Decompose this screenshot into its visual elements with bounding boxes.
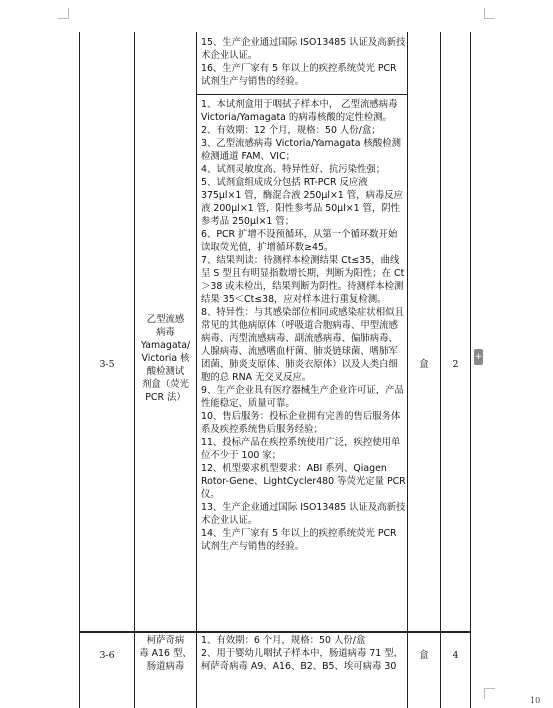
requirement-item: 8、特异性：与其感染部位相同或感染症状相似且常见的其他病原体（呼吸道合胞病毒、甲型流感病毒、丙型流感病毒、副流感病毒、偏肺病毒、人腺病毒、流感嗜血杆菌、肺炎链球菌、嗜肺军团菌、肺炎支原体、肺炎衣原体）以及人类白细胞的总 RNA 无交叉反应。: [201, 307, 404, 383]
requirement-item: 6、PCR 扩增不设预循环，从第一个循环数开始读取荧光值，扩增循环数≥45。: [201, 229, 398, 253]
requirement-item: 14、生产厂家有 5 年以上的疾控系统荧光 PCR 试剂生产与销售的经验。: [201, 528, 397, 552]
row-divider-35-36: [79, 631, 471, 633]
crop-mark-top-left: [58, 8, 69, 19]
row-index: 3-6: [99, 650, 115, 661]
product-name: 柯萨奇病 毒 A16 型、 肠道病毒: [139, 635, 192, 672]
requirement-item: 16、生产厂家有 5 年以上的疾控系统荧光 PCR 试剂生产与销售的经验。: [201, 63, 397, 87]
requirement-item: 3、乙型流感病毒 Victoria/Yamagata 核酸检测检测通道 FAM、VIC；: [201, 138, 401, 162]
table-border-right: [470, 32, 471, 708]
requirement-item: 2、用于婴幼儿咽拭子样本中，肠道病毒 71 型，柯萨奇病毒 A9、A16、B2、B5、埃可病毒 30: [201, 648, 403, 672]
crop-mark-top-right: [484, 8, 495, 19]
continued-requirements: [201, 36, 406, 88]
technical-requirements: [201, 634, 406, 673]
requirement-item: 2、有效期：12 个月，规格：50 人份/盒；: [201, 125, 381, 136]
quantity: 2: [452, 359, 459, 370]
expand-tab-plus-icon[interactable]: +: [474, 349, 483, 365]
requirement-item: 15、生产企业通过国际 ISO13485 认证及高新技术企业认证。: [201, 37, 406, 61]
requirement-item: 11、投标产品在疾控系统使用广泛，疾控使用单位不少于 100 家；: [201, 437, 401, 461]
requirement-item: 13、生产企业通过国际 ISO13485 认证及高新技术企业认证。: [201, 502, 406, 526]
requirement-item: 12、机型要求机型要求：ABI 系列、Qiagen Rotor-Gene、LightCycler480 等荧光定量 PCR 仪。: [201, 463, 406, 500]
product-name: 乙型流感 病毒 Yamagata/ Victoria 核 酸检测试 剂盒（荧光 PCR 法）: [140, 314, 191, 403]
row-index: 3-5: [99, 359, 115, 370]
table-col-divider-2: [196, 32, 197, 708]
quantity: 4: [452, 650, 459, 661]
unit: 盒: [419, 650, 429, 661]
technical-requirements: [201, 98, 406, 553]
row-divider-top: [196, 94, 407, 95]
requirement-item: 1、本试剂盒用于咽拭子样本中， 乙型流感病毒 Victoria/Yamagata 的病毒核酸的定性检测。: [201, 99, 398, 123]
crop-mark-bottom-right: [484, 688, 495, 699]
requirement-item: 4、试剂灵敏度高、特异性好、抗污染性强；: [201, 164, 386, 175]
requirement-item: 5、试剂盒组成成分包括 RT-PCR 反应液 375μl×1 管，酶混合液 250μl×1 管，病毒反应液 200μl×1 管，阳性参考品 50μl×1 管，阴性参考品 250μl×1 管；: [201, 177, 404, 227]
requirement-item: 7、结果判读：待测样本检测结果 Ct≤35，曲线呈 S 型且有明显指数增长期，判断为阳性；在 Ct＞38 或未检出，结果判断为阴性。待测样本检测结果 35＜Ct≤38，应对样本进行重复检测。: [201, 255, 405, 305]
requirement-item: 1、有效期：6 个月，规格：50 人份/盒: [201, 635, 366, 646]
requirement-item: 10、售后服务：投标企业拥有完善的售后服务体系及疾控系统售后服务经验；: [201, 411, 401, 435]
requirement-item: 9、生产企业具有医疗器械生产企业许可证，产品性能稳定、质量可靠。: [201, 385, 404, 409]
page-number: 10: [530, 696, 541, 705]
unit: 盒: [419, 359, 429, 370]
